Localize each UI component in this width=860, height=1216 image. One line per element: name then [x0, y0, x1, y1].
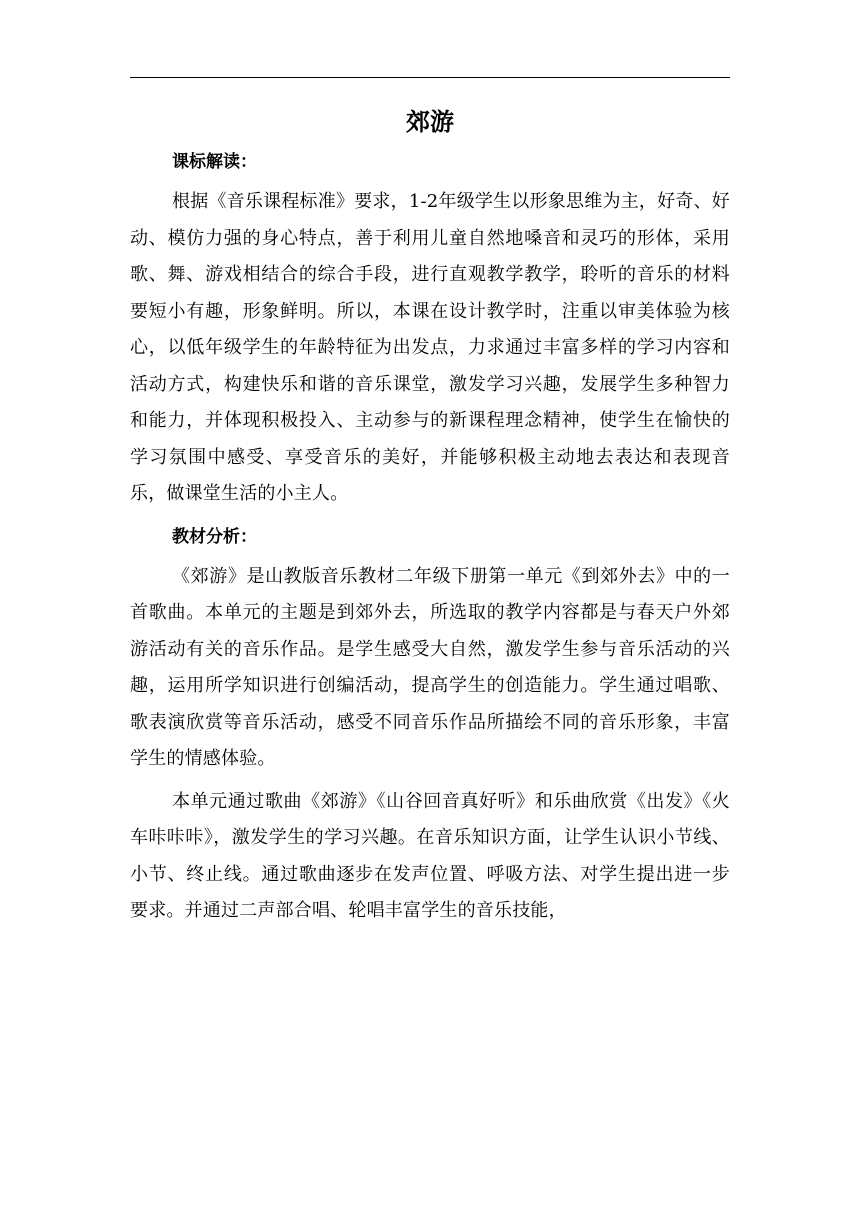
document-body [130, 104, 730, 936]
paragraph-material-2: 本单元通过歌曲《郊游》《山谷回音真好听》和乐曲欣赏《出发》《火车咔咔咔》，激发学生的学习兴趣。在音乐知识方面，让学生认识小节线、小节、终止线。通过歌曲逐步在发声位置、呼吸方法、对学生提出进一步要求。并通过二声部合唱、轮唱丰富学生的音乐技能， [130, 790, 730, 921]
paragraph-curriculum: 根据《音乐课程标准》要求，1-2年级学生以形象思维为主，好奇、好动、模仿力强的身心特点，善于利用儿童自然地嗓音和灵巧的形体，采用歌、舞、游戏相结合的综合手段，进行直观教学教学，聆听的音乐的材料要短小有趣，形象鲜明。所以，本课在设计教学时，注重以审美体验为核心，以低年级学生的年龄特征为出发点，力求通过丰富多样的学习内容和活动方式，构建快乐和谐的音乐课堂，激发学习兴趣，发展学生多种智力和能力，并体现积极投入、主动参与的新课程理念精神，使学生在愉快的学习氛围中感受、享受音乐的美好，并能够积极主动地去表达和表现音乐，做课堂生活的小主人。 [130, 191, 730, 504]
paragraph-material-1: 《郊游》是山教版音乐教材二年级下册第一单元《到郊外去》中的一首歌曲。本单元的主题是到郊外去，所选取的教学内容都是与春天户外郊游活动有关的音乐作品。是学生感受大自然，激发学生参与音乐活动的兴趣，运用所学知识进行创编活动，提高学生的创造能力。学生通过唱歌、歌表演欣赏等音乐活动，感受不同音乐作品所描绘不同的音乐形象，丰富学生的情感体验。 [130, 565, 730, 769]
header-rule [130, 77, 730, 78]
section-heading-material: 教材分析： [172, 526, 257, 547]
section-heading-curriculum: 课标解读： [172, 152, 257, 172]
document-title: 郊游 [406, 108, 454, 136]
